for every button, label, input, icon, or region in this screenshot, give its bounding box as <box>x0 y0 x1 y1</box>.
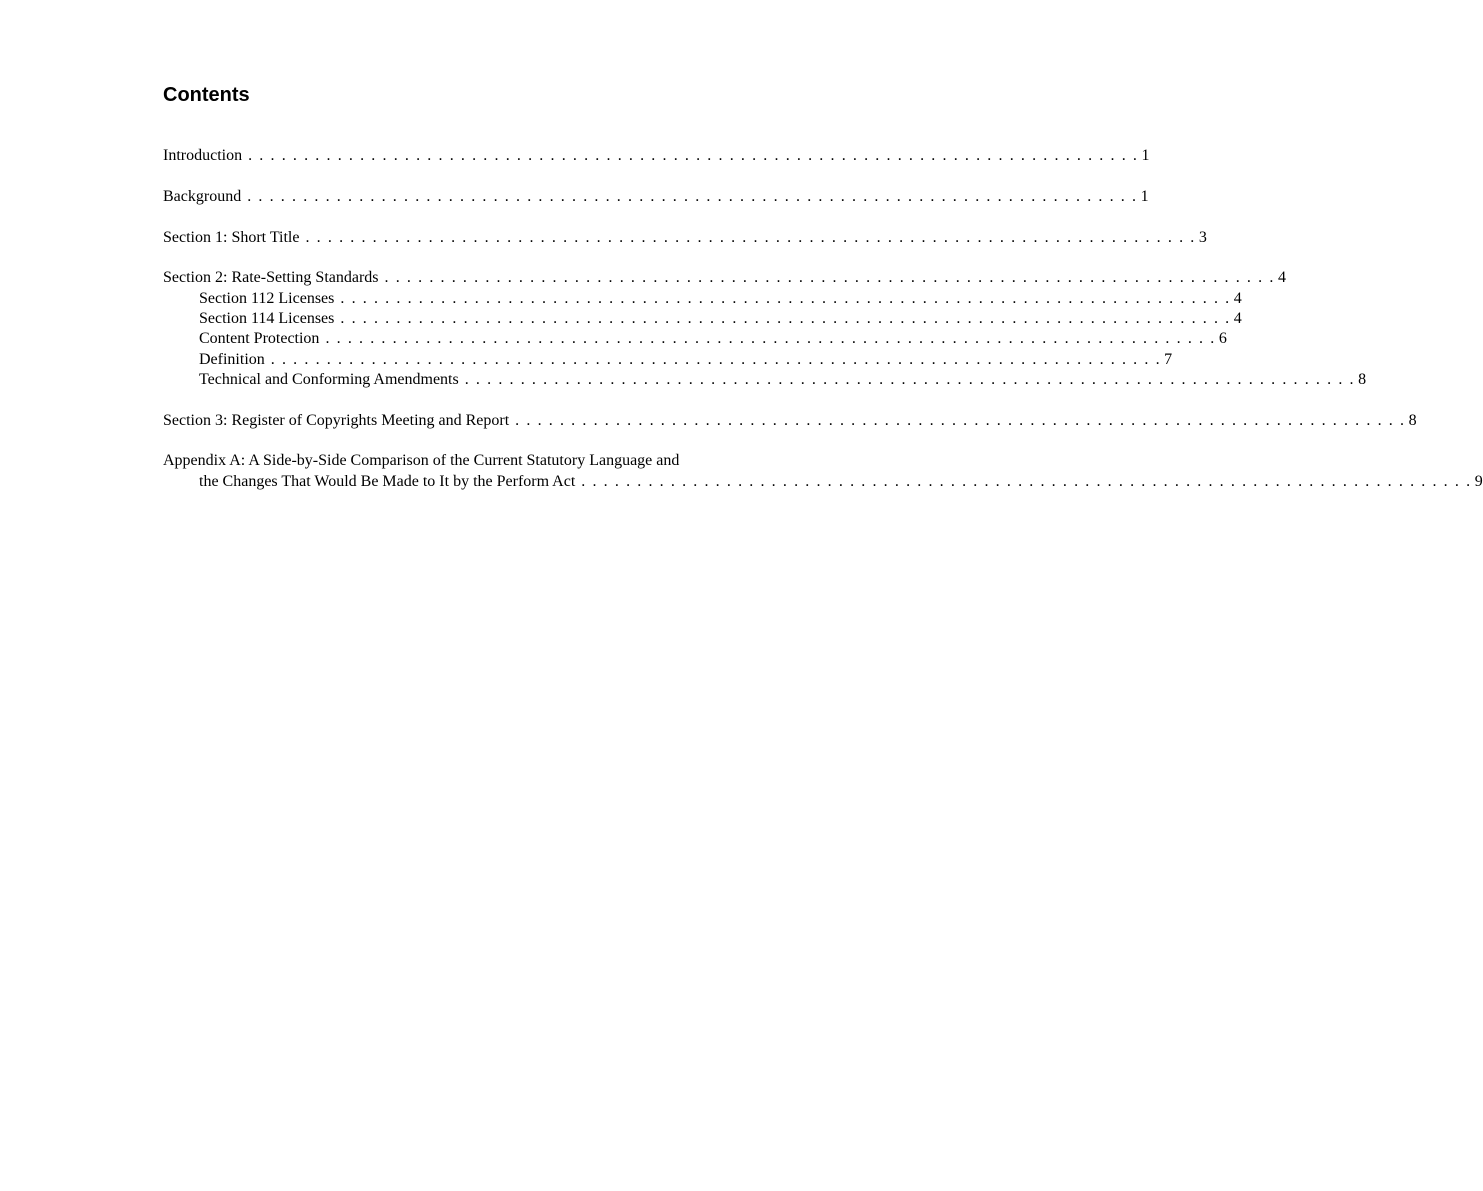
dot-leader: . . . . . . . . . . . . . . . . . . . . . . . . . . . . . . . . . . . . . . . . . . . . . . . . . . . . . . . . . . . . . . . . . . . . . . . . . . . . . . . . <box>340 309 1231 327</box>
toc-entry-appendix-title-line-2: the Changes That Would Be Made to It by the Perform Act <box>199 472 576 490</box>
dot-leader: . . . . . . . . . . . . . . . . . . . . . . . . . . . . . . . . . . . . . . . . . . . . . . . . . . . . . . . . . . . . . . . . . . . . . . . . . . . . . . . . <box>581 472 1472 490</box>
toc-entry-page-number: 7 <box>1164 350 1173 368</box>
toc-entry-title: Technical and Conforming Amendments <box>199 370 459 388</box>
toc-entry-page-number: 9 <box>1474 472 1483 490</box>
contents-heading: Contents <box>163 84 250 106</box>
toc-entry-appendix-a[interactable] <box>163 472 1483 492</box>
dot-leader: . . . . . . . . . . . . . . . . . . . . . . . . . . . . . . . . . . . . . . . . . . . . . . . . . . . . . . . . . . . . . . . . . . . . . . . . . . . . . . . . <box>464 370 1356 388</box>
toc-entry-page-number: 4 <box>1233 289 1242 307</box>
toc-entry-title: Section 114 Licenses <box>199 309 335 327</box>
toc-entry-page-number: 4 <box>1277 269 1286 287</box>
toc-entry-page-number: 6 <box>1218 330 1227 348</box>
toc-entry-title: Introduction <box>163 147 243 164</box>
toc-entry-appendix-title-line-1: Appendix A: A Side-by-Side Comparison of the Current Statutory Language and <box>163 452 680 470</box>
dot-leader: . . . . . . . . . . . . . . . . . . . . . . . . . . . . . . . . . . . . . . . . . . . . . . . . . . . . . . . . . . . . . . . . . . . . . . . . . . . . . . . . <box>248 147 1139 164</box>
toc-entry-page-number: 1 <box>1140 187 1149 205</box>
toc-entry-page-number: 3 <box>1198 228 1207 246</box>
toc-subentry-section-112[interactable] <box>163 289 1242 309</box>
toc-subentry-section-114[interactable] <box>163 309 1242 329</box>
toc-group-section-3 <box>163 411 1417 431</box>
dot-leader: . . . . . . . . . . . . . . . . . . . . . . . . . . . . . . . . . . . . . . . . . . . . . . . . . . . . . . . . . . . . . . . . . . . . . . . . . . . . . . . . <box>325 330 1216 348</box>
toc-entry-title: Definition <box>199 350 265 368</box>
toc-entry-page-number: 8 <box>1408 411 1417 429</box>
toc-entry-title: Section 1: Short Title <box>163 228 300 246</box>
toc-group-introduction <box>163 146 1150 166</box>
toc-group-background <box>163 187 1149 207</box>
dot-leader: . . . . . . . . . . . . . . . . . . . . . . . . . . . . . . . . . . . . . . . . . . . . . . . . . . . . . . . . . . . . . . . . . . . . . . . . . . . . . . . . <box>340 289 1231 307</box>
table-of-contents <box>163 146 1483 492</box>
toc-entry-page-number: 8 <box>1358 370 1367 388</box>
dot-leader: . . . . . . . . . . . . . . . . . . . . . . . . . . . . . . . . . . . . . . . . . . . . . . . . . . . . . . . . . . . . . . . . . . . . . . . . . . . . . . . . <box>270 350 1162 368</box>
toc-entry-title: Section 3: Register of Copyrights Meeting and Report <box>163 411 510 429</box>
toc-entry-section-2[interactable] <box>163 268 1286 288</box>
toc-entry-page-number: 1 <box>1141 147 1150 164</box>
toc-entry-title: Section 2: Rate-Setting Standards <box>163 269 379 287</box>
toc-entry-background[interactable] <box>163 187 1149 207</box>
toc-subentry-technical-amendments[interactable] <box>163 370 1367 390</box>
toc-subentry-definition[interactable] <box>163 350 1173 370</box>
toc-entry-section-3[interactable] <box>163 411 1417 431</box>
toc-entry-title: Content Protection <box>199 330 320 348</box>
toc-entry-page-number: 4 <box>1233 309 1242 327</box>
toc-subentry-content-protection[interactable] <box>163 329 1227 349</box>
toc-group-section-2 <box>163 268 1367 390</box>
toc-group-appendix-a[interactable] <box>163 451 1483 492</box>
dot-leader: . . . . . . . . . . . . . . . . . . . . . . . . . . . . . . . . . . . . . . . . . . . . . . . . . . . . . . . . . . . . . . . . . . . . . . . . . . . . . . . . <box>247 187 1138 205</box>
toc-entry-introduction[interactable] <box>163 146 1150 166</box>
toc-entry-section-1[interactable] <box>163 228 1207 248</box>
dot-leader: . . . . . . . . . . . . . . . . . . . . . . . . . . . . . . . . . . . . . . . . . . . . . . . . . . . . . . . . . . . . . . . . . . . . . . . . . . . . . . . . <box>515 411 1406 429</box>
toc-entry-title: Section 112 Licenses <box>199 289 335 307</box>
dot-leader: . . . . . . . . . . . . . . . . . . . . . . . . . . . . . . . . . . . . . . . . . . . . . . . . . . . . . . . . . . . . . . . . . . . . . . . . . . . . . . . . <box>305 228 1196 246</box>
dot-leader: . . . . . . . . . . . . . . . . . . . . . . . . . . . . . . . . . . . . . . . . . . . . . . . . . . . . . . . . . . . . . . . . . . . . . . . . . . . . . . . . <box>384 269 1275 287</box>
toc-entry-title: Background <box>163 187 242 205</box>
toc-group-section-1 <box>163 228 1207 248</box>
